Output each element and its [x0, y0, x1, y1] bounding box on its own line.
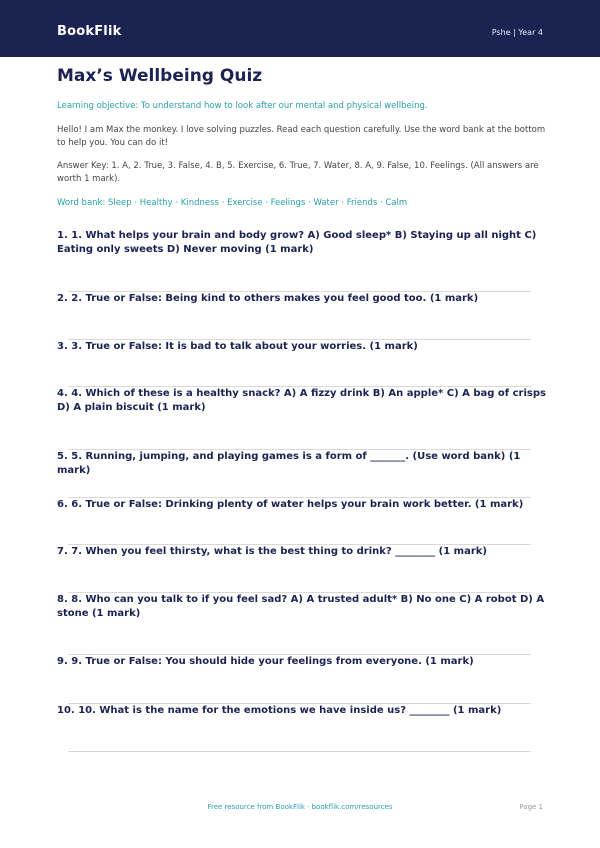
question-5: 5. 5. Running, jumping, and playing games is a form of _______. (Use word bank) (1 mark): [57, 451, 521, 476]
question-4: 4. 4. Which of these is a healthy snack? A) A fizzy drink B) An apple* C) A bag of crisps D) A plain biscuit (1 mark): [57, 388, 546, 413]
answer-line-3: [68, 386, 531, 387]
question-8: 8. 8. Who can you talk to if you feel sad? A) A trusted adult* B) No one C) A robot D) A stone (1 mark): [57, 594, 545, 619]
subject-year-label: Pshe | Year 4: [491, 28, 543, 37]
question-2: 2. 2. True or False: Being kind to others makes you feel good too. (1 mark): [57, 293, 479, 304]
learning-objective: Learning objective: To understand how to look after our mental and physical wellbeing.: [57, 101, 428, 111]
page-number: Page 1: [519, 803, 543, 811]
answer-line-5: [68, 497, 531, 498]
question-1: 1. 1. What helps your brain and body grow? A) Good sleep* B) Staying up all night C) Eating only sweets D) Never moving (1 mark): [57, 230, 537, 255]
answer-line-4: [68, 449, 531, 450]
answer-line-9: [68, 703, 531, 704]
intro-text: Hello! I am Max the monkey. I love solving puzzles. Read each question carefully. Use the word bank at the bottom to help you. You can do it!: [57, 125, 546, 148]
answer-line-10: [68, 751, 531, 752]
answer-line-6: [68, 544, 531, 545]
question-10: 10. 10. What is the name for the emotions we have inside us? ________ (1 mark): [57, 705, 502, 716]
answer-line-8: [68, 654, 531, 655]
answer-key: Answer Key: 1. A, 2. True, 3. False, 4. B, 5. Exercise, 6. True, 7. Water, 8. A, 9. False, 10. Feelings. (All answers are worth 1 mark).: [57, 161, 539, 184]
question-6: 6. 6. True or False: Drinking plenty of water helps your brain work better. (1 mark): [57, 499, 524, 510]
footer-resource-link[interactable]: Free resource from BookFlik · bookflik.com/resources: [207, 803, 393, 811]
question-7: 7. 7. When you feel thirsty, what is the best thing to drink? ________ (1 mark): [57, 546, 487, 557]
question-9: 9. 9. True or False: You should hide your feelings from everyone. (1 mark): [57, 656, 474, 667]
answer-line-7: [68, 592, 531, 593]
answer-line-2: [68, 339, 531, 340]
brand-logo-text: BookFlik: [57, 24, 122, 39]
page-header: [0, 0, 600, 57]
word-bank: Word bank: Sleep · Healthy · Kindness · Exercise · Feelings · Water · Friends · Calm: [57, 198, 408, 208]
answer-line-1: [68, 291, 531, 292]
question-3: 3. 3. True or False: It is bad to talk about your worries. (1 mark): [57, 341, 418, 352]
page-title: Max’s Wellbeing Quiz: [57, 66, 263, 86]
